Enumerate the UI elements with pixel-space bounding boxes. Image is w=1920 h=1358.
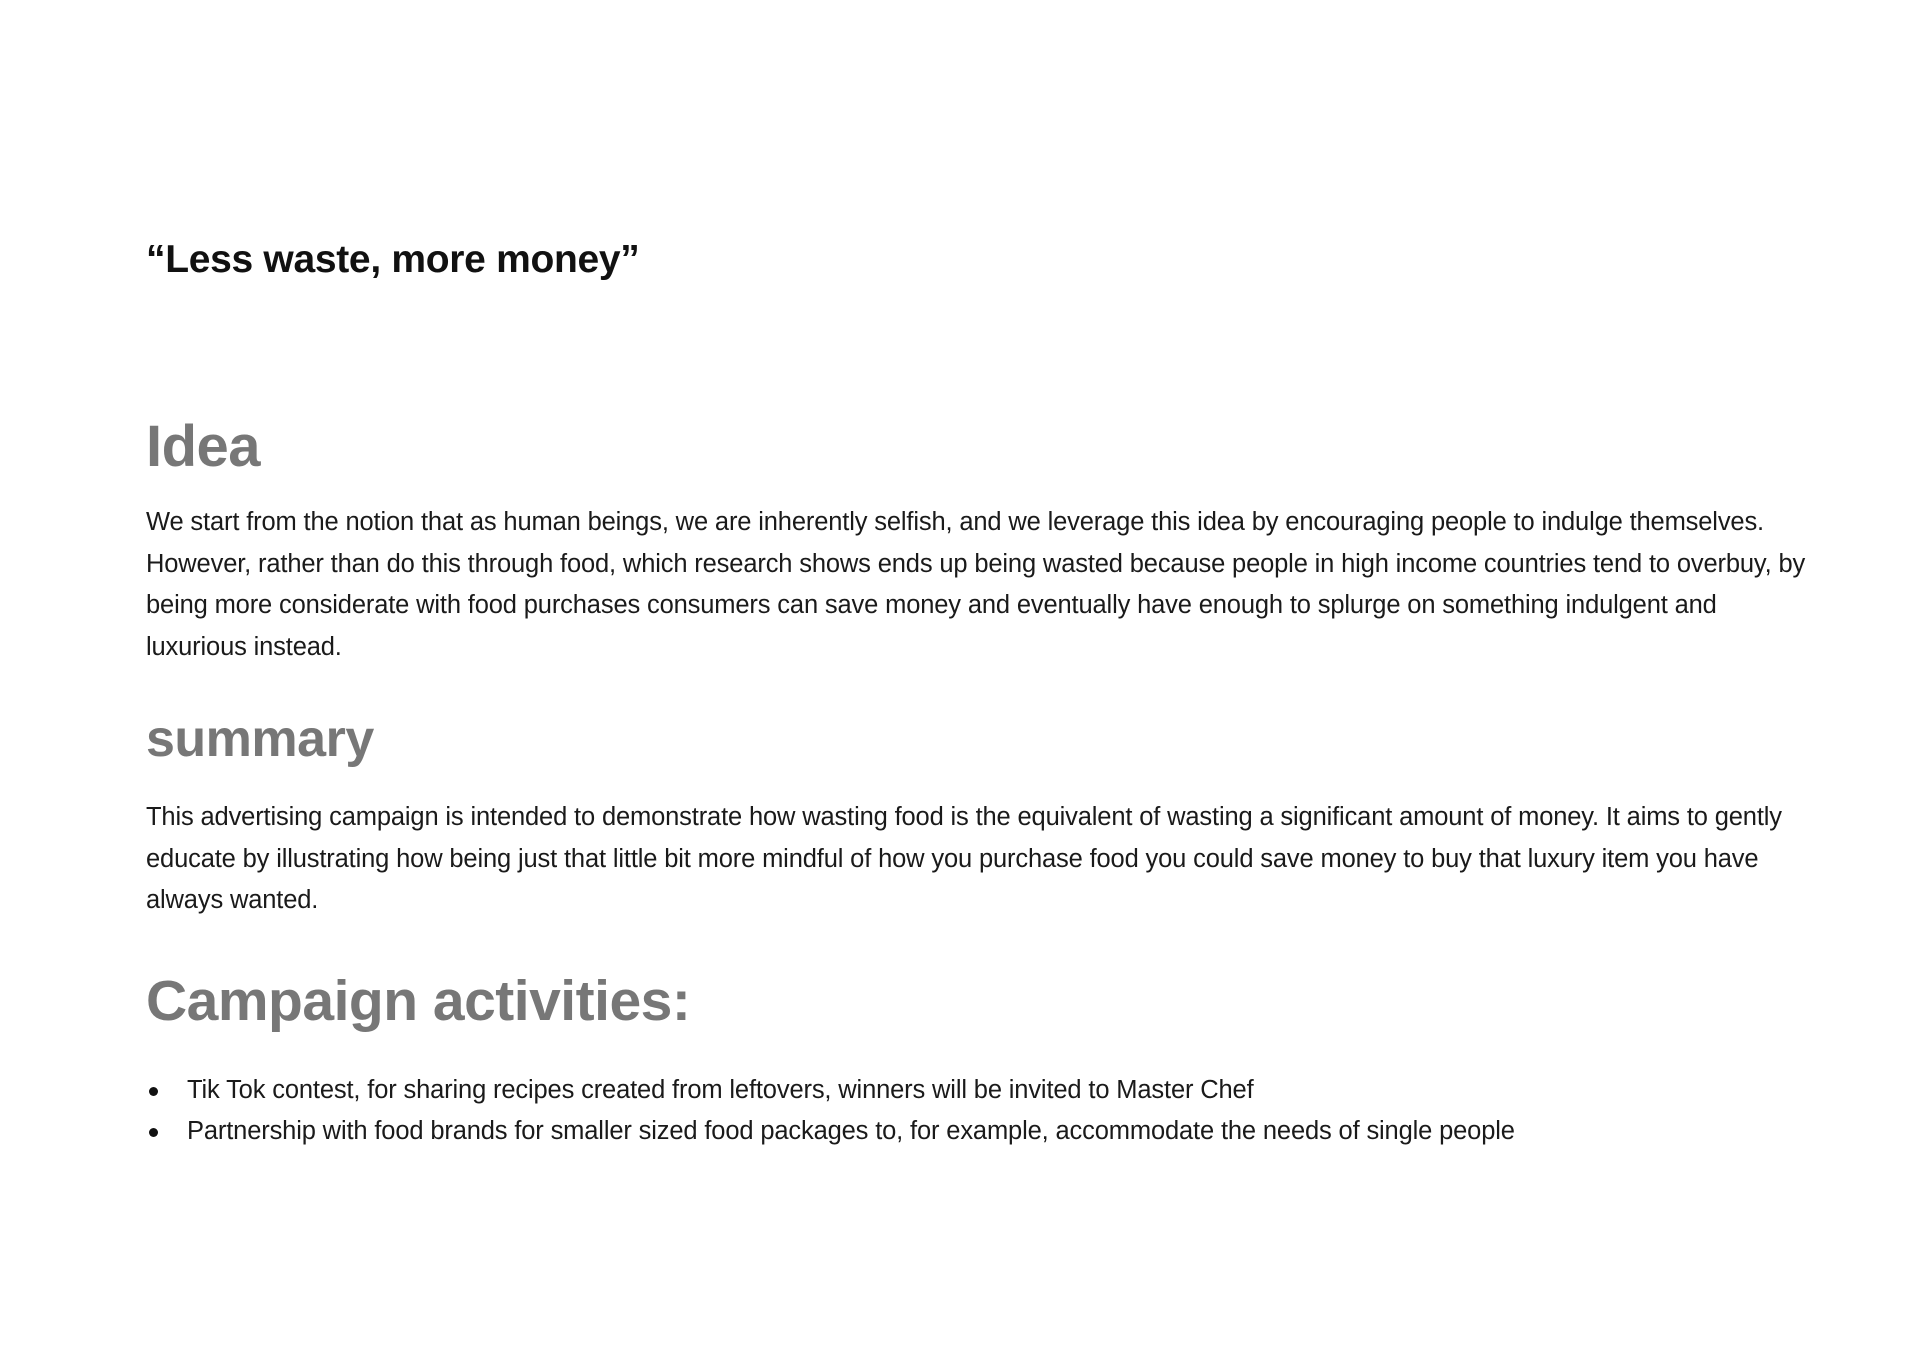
summary-heading: summary [146,710,374,768]
idea-paragraph: We start from the notion that as human beings, we are inherently selfish, and we leverage this idea by encouraging people to indulge themselves. However, rather than do this through food, which research shows ends up being wasted because people in high income countries tend to overbuy, by being more considerate with food purchases consumers can save money and eventually have enough to splurge on something indulgent and luxurious instead. [146,508,1806,661]
document-content [146,230,1806,1153]
list-item-text: Partnership with food brands for smaller sized food packages to, for example, accommodate the needs of single people [187,1117,1515,1145]
bullet-icon [149,1087,158,1096]
campaign-activities-list [146,1070,1806,1153]
campaign-activities-heading: Campaign activities: [146,968,691,1033]
campaign-tagline: “Less waste, more money” [146,238,640,281]
list-item [146,1111,1806,1153]
list-item-text: Tik Tok contest, for sharing recipes created from leftovers, winners will be invited to Master Chef [187,1075,1254,1104]
list-item [146,1070,1806,1112]
summary-paragraph: This advertising campaign is intended to demonstrate how wasting food is the equivalent of wasting a significant amount of money. It aims to gently educate by illustrating how being just that little bit more mindful of how you purchase food you could save money to buy that luxury item you have always wanted. [146,803,1782,914]
idea-heading: Idea [146,414,261,479]
bullet-icon [149,1128,158,1137]
